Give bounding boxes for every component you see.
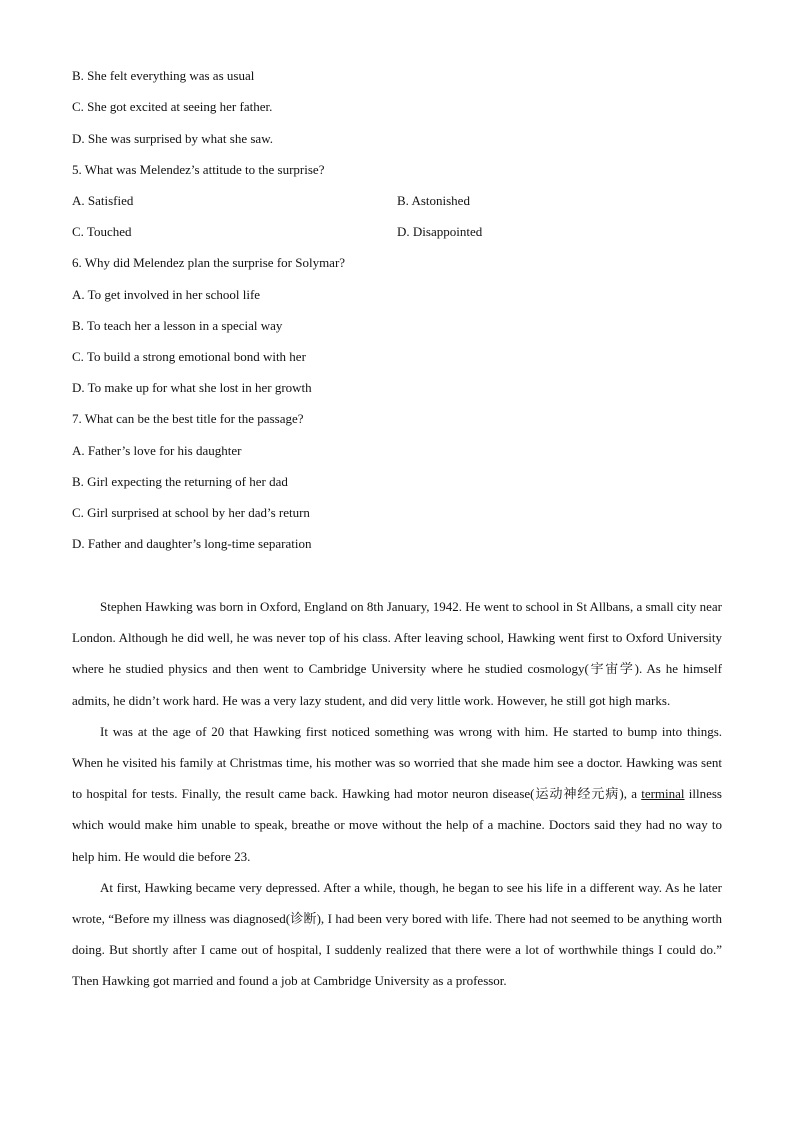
q7-option-c: C. Girl surprised at school by her dad’s return (72, 505, 310, 520)
paragraph-2-text-end: illness which would make him unable to speak, breathe or move without the help of a machine. Doctors said they had no way to help him. He would die before 23. (72, 786, 722, 864)
q7-option-d: D. Father and daughter’s long-time separation (72, 536, 312, 551)
q4-option-b: B. She felt everything was as usual (72, 68, 255, 83)
passage-paragraph-2 (72, 716, 722, 872)
q7-option-b: B. Girl expecting the returning of her dad (72, 474, 288, 489)
q6-option-a: A. To get involved in her school life (72, 287, 261, 302)
passage-paragraph-1: Stephen Hawking was born in Oxford, England on 8th January, 1942. He went to school in St Allbans, a small city near London. Although he did well, he was never top of his class. After leaving school, Hawking went first to Oxford University where he studied physics and then went to Cambridge University where he studied cosmology(宇宙学). As he himself admits, he didn’t work hard. He was a very lazy student, and did very little work. However, he still got high marks. (72, 599, 722, 708)
q7-option-a: A. Father’s love for his daughter (72, 443, 242, 458)
q5-option-c: C. Touched (72, 224, 132, 239)
q5-option-a: A. Satisfied (72, 193, 134, 208)
paragraph-2-text-start: It was at the age of 20 that Hawking first noticed something was wrong with him. He started to bump into things. When he visited his family at Christmas time, his mother was so worried that she made him see a doctor. Hawking was sent to hospital for tests. Finally, the result came back. Hawking had motor neuron disease(运动神经元病), a (72, 723, 722, 802)
q5-option-d: D. Disappointed (397, 224, 483, 239)
q6-option-b: B. To teach her a lesson in a special way (72, 318, 283, 333)
q6-option-d: D. To make up for what she lost in her growth (72, 380, 312, 395)
q7-stem: 7. What can be the best title for the passage? (72, 411, 304, 426)
q5-stem: 5. What was Melendez’s attitude to the surprise? (72, 162, 325, 177)
q4-option-d: D. She was surprised by what she saw. (72, 131, 273, 146)
passage-paragraph-3: At first, Hawking became very depressed. After a while, though, he began to see his life in a different way. As he later wrote, “Before my illness was diagnosed(诊断), I had been very bored with life. There had not seemed to be anything worth doing. But shortly after I came out of hospital, I suddenly realized that there were a lot of worthwhile things I could do.” Then Hawking got married and found a job at Cambridge University as a professor. (72, 879, 722, 989)
q4-option-c: C. She got excited at seeing her father. (72, 99, 273, 114)
reading-passage (72, 591, 722, 997)
q6-stem: 6. Why did Melendez plan the surprise for Solymar? (72, 255, 346, 270)
q6-option-c: C. To build a strong emotional bond with her (72, 349, 306, 364)
q5-option-b: B. Astonished (397, 193, 470, 208)
underlined-word-terminal: terminal (641, 786, 685, 802)
